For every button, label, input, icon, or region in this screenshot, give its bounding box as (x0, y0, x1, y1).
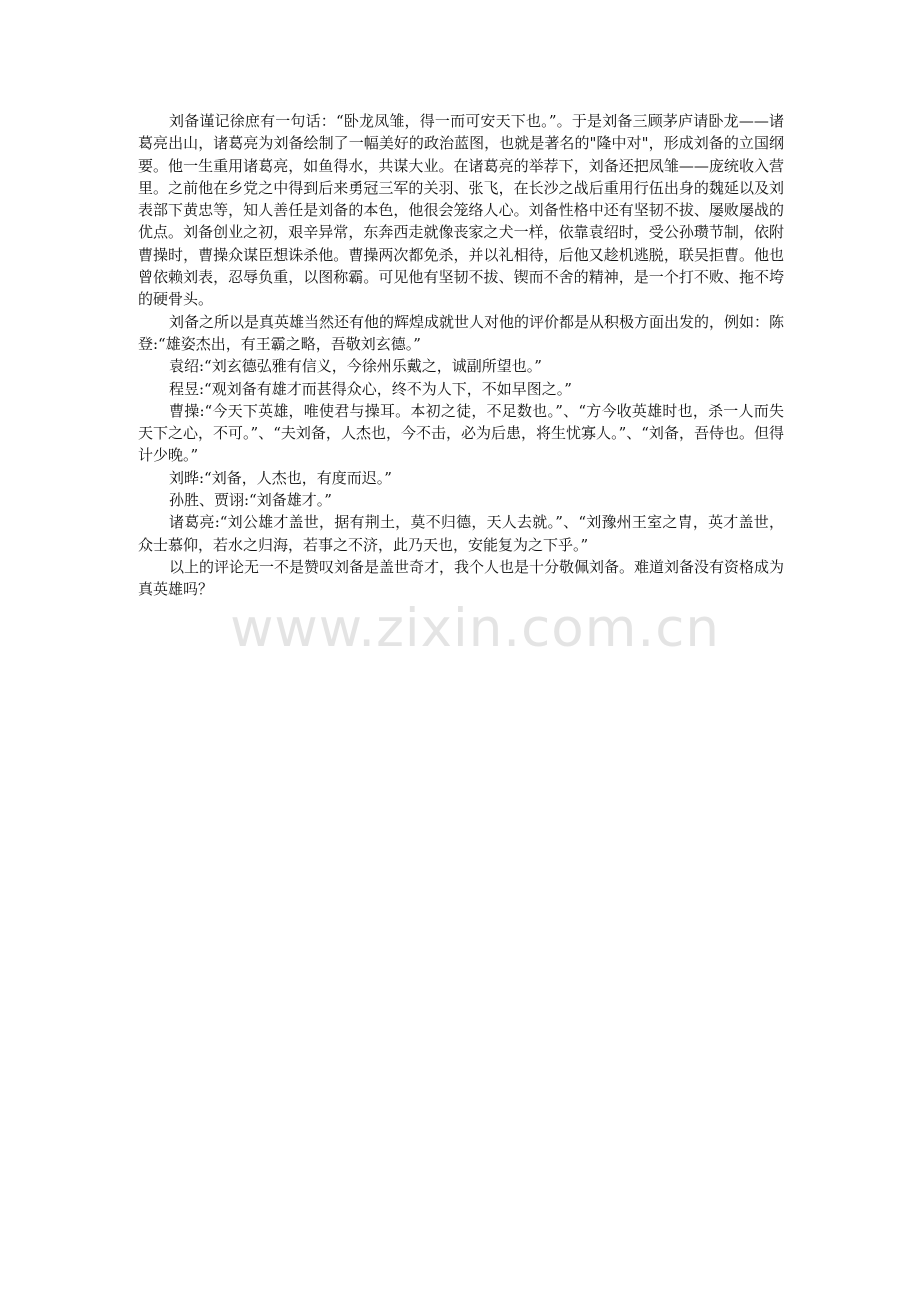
paragraph-conclusion: 以上的评论无一不是赞叹刘备是盖世奇才，我个人也是十分敬佩刘备。难道刘备没有资格成为真英雄吗？ (138, 557, 785, 599)
quote-cheng-yu: 程昱:“观刘备有雄才而甚得众心，终不为人下，不如早图之。” (169, 379, 572, 398)
watermark: www.zixin.com.cn (230, 598, 720, 659)
quote-zhuge-liang: 诸葛亮:“刘公雄才盖世，据有荆土，莫不归德，天人去就。”、“刘豫州王室之胄，英才盖世，众士慕仰，若水之归海，若事之不济，此乃天也，安能复为之下乎。” (138, 513, 784, 554)
quote-cao-cao: 曹操:“今天下英雄，唯使君与操耳。本初之徒，不足数也。”、“方今收英雄时也，杀一人而失天下之心，不可。”、“夫刘备，人杰也，今不击，必为后患，将生忧寡人。”、“刘备，吾侍也。但得计少晚。” (138, 401, 784, 465)
paragraph-evaluations-intro: 刘备之所以是真英雄当然还有他的辉煌成就世人对他的评价都是从积极方面出发的，例如：陈登:“雄姿杰出，有王霸之略，吾敬刘玄德。” (138, 312, 785, 353)
quote-yuan-shao: 袁绍:“刘玄德弘雅有信义，今徐州乐戴之，诚副所望也。” (169, 357, 542, 376)
document-body (138, 110, 784, 601)
paragraph-recruitment: 刘备谨记徐庶有一句话：“卧龙凤雏，得一而可安天下也。”。于是刘备三顾茅庐请卧龙——诸葛亮出山，诸葛亮为刘备绘制了一幅美好的政治蓝图，也就是著名的"隆中对"，形成刘备的立国纲要。他一生重用诸葛亮，如鱼得水，共谋大业。在诸葛亮的举荐下，刘备还把凤雏——庞统收入营里。之前他在乡党之中得到后来勇冠三军的关羽、张飞，在长沙之战后重用行伍出身的魏延以及刘表部下黄忠等，知人善任是刘备的本色，他很会笼络人心。刘备性格中还有坚韧不拔、屡败屡战的优点。刘备创业之初，艰辛异常，东奔西走就像丧家之犬一样，依靠袁绍时，受公孙瓒节制，依附曹操时，曹操众谋臣想诛杀他。曹操两次都免杀，并以礼相待，后他又趁机逃脱，联吴拒曹。他也曾依赖刘表，忍辱负重，以图称霸。可见他有坚韧不拔、锲而不舍的精神，是一个打不败、拖不垮的硬骨头。 (138, 112, 784, 309)
quote-liu-ye: 刘晔:“刘备，人杰也，有度而迟。” (169, 468, 392, 487)
quote-sun-sheng-jia-xu: 孙胜、贾诩:“刘备雄才。” (169, 491, 332, 510)
